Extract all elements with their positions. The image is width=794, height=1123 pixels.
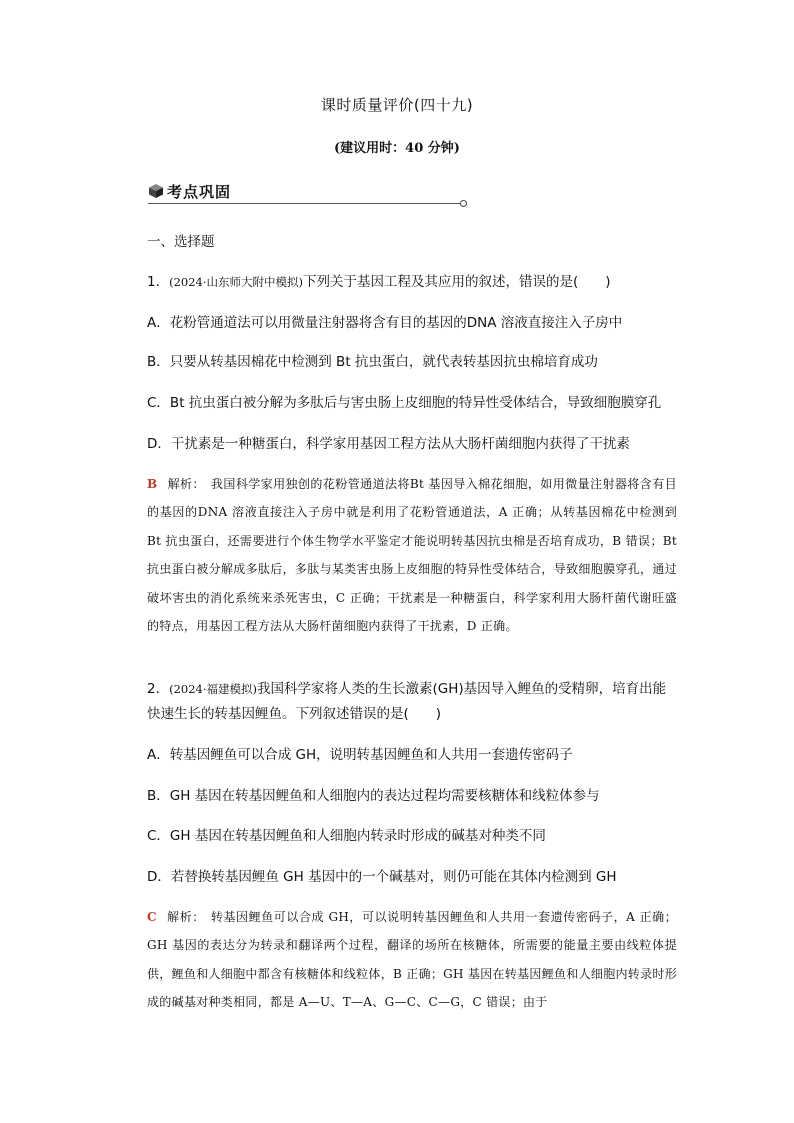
section-header <box>148 180 466 208</box>
page-subtitle: (建议用时：40 分钟) <box>334 141 460 156</box>
question-type-heading: 一、选择题 <box>147 234 215 250</box>
question-2-option-b: B．GH 基因在转基因鲤鱼和人细胞内的表达过程均需要核糖体和线粒体参与 <box>147 788 600 804</box>
analysis-label: 解析： <box>166 910 205 924</box>
question-2-analysis <box>147 903 677 1017</box>
question-1-stem <box>147 270 677 295</box>
question-1-option-a: A．花粉管通道法可以用微量注射器将含有目的基因的DNA 溶液直接注入子房中 <box>147 315 623 331</box>
section-title: 考点巩固 <box>167 183 232 201</box>
question-source: (2024·福建模拟) <box>169 682 257 696</box>
question-2-option-c: C．GH 基因在转基因鲤鱼和人细胞内转录时形成的碱基对种类不同 <box>147 828 546 844</box>
question-1-option-b: B．只要从转基因棉花中检测到 Bt 抗虫蛋白，就代表转基因抗虫棉培育成功 <box>147 354 598 370</box>
question-1-analysis <box>147 470 677 640</box>
analysis-text: 转基因鲤鱼可以合成 GH，可以说明转基因鲤鱼和人共用一套遗传密码子，A 正确；GH 基因的表达分为转录和翻译两个过程，翻译的场所在核糖体，所需要的能量主要由线粒体提供，鲤鱼和人细胞中都含有核糖体和线粒体，B 正确；GH 基因在转基因鲤鱼和人细胞内转录时形成的碱基对种类相同，都是 A—U、T—A、G—C、C—G，C 错误；由于 <box>147 910 678 1010</box>
question-2-option-a: A．转基因鲤鱼可以合成 GH，说明转基因鲤鱼和人共用一套遗传密码子 <box>147 747 573 763</box>
answer-letter: C <box>147 910 157 924</box>
analysis-text: 我国科学家用独创的花粉管通道法将Bt 基因导入棉花细胞，如用微量注射器将含有目的基因的DNA 溶液直接注入子房中就是利用了花粉管通道法，A 正确；从转基因棉花中检测到 Bt 抗虫蛋白，还需要进行个体生物学水平鉴定才能说明转基因抗虫棉是否培育成功，B 错误；Bt 抗虫蛋白被分解成多肽后，多肽与某类害虫肠上皮细胞的特异性受体结合，导致细胞膜穿孔，通过破坏害虫的消化系统来杀死害虫，C 正确；干扰素是一种糖蛋白，科学家利用大肠杆菌代谢旺盛的特点，用基因工程方法从大肠杆菌细胞内获得了干扰素，D 正确。 <box>147 477 677 634</box>
question-2-stem <box>147 677 677 727</box>
question-1-option-c: C．Bt 抗虫蛋白被分解为多肽后与害虫肠上皮细胞的特异性受体结合，导致细胞膜穿孔 <box>147 395 662 411</box>
question-text: 我国科学家将人类的生长激素(GH)基因导入鲤鱼的受精卵，培育出能快速生长的转基因鲤鱼。下列叙述错误的是( ) <box>147 681 667 722</box>
question-source: (2024·山东师大附中模拟) <box>169 275 303 289</box>
cube-icon <box>148 183 164 199</box>
analysis-label: 解析： <box>167 477 205 491</box>
divider-end-dot <box>460 200 467 207</box>
question-number: 1． <box>147 274 170 290</box>
section-divider <box>148 203 460 204</box>
question-1-option-d: D．干扰素是一种糖蛋白，科学家用基因工程方法从大肠杆菌细胞内获得了干扰素 <box>147 436 630 452</box>
question-2-option-d: D．若替换转基因鲤鱼 GH 基因中的一个碱基对，则仍可能在其体内检测到 GH <box>147 869 617 885</box>
page-title: 课时质量评价(四十九) <box>320 96 474 114</box>
question-text: 下列关于基因工程及其应用的叙述，错误的是( ) <box>303 274 611 290</box>
question-number: 2． <box>147 681 170 697</box>
answer-letter: B <box>147 477 158 491</box>
